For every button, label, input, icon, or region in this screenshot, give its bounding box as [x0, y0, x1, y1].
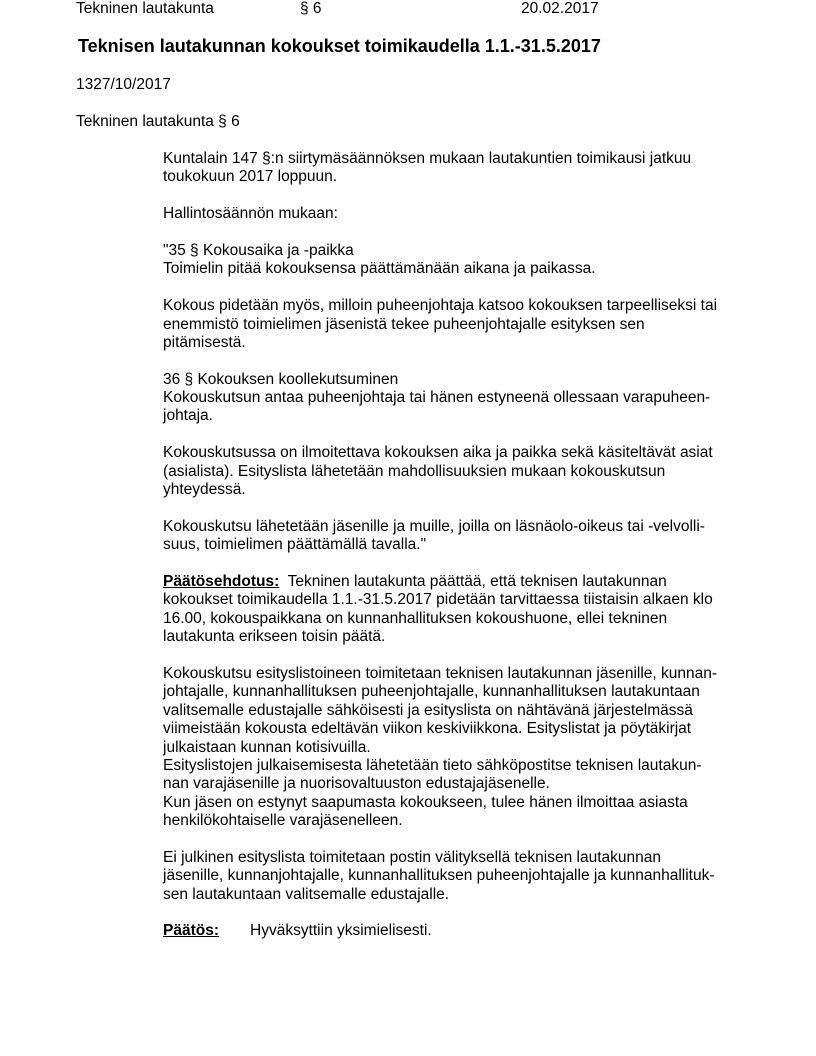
text-line: henkilökohtaiselle varajäsenelleen.	[163, 812, 403, 830]
document-body	[163, 150, 763, 941]
text-line: lautakunta erikseen toisin päätä.	[163, 628, 386, 646]
paragraph	[163, 205, 763, 223]
proposal-paragraph	[163, 573, 763, 647]
header-board: Tekninen lautakunta	[76, 0, 214, 17]
text-line: Hallintosäännön mukaan:	[163, 205, 338, 223]
text-line: Ei julkinen esityslista toimitetaan postin välityksellä teknisen lautakunnan	[163, 848, 661, 866]
text-line: yhteydessä.	[163, 481, 246, 499]
text-line: toukokuun 2017 loppuun.	[163, 168, 338, 186]
text-line: valitsemalle edustajalle sähköisesti ja esityslista on nähtävänä järjestelmässä	[163, 701, 693, 719]
decision-label: Päätös:	[163, 922, 219, 940]
text-line: 36 § Kokouksen koollekutsuminen	[163, 370, 399, 388]
text-line: julkaistaan kunnan kotisivuilla.	[163, 738, 371, 756]
document-title: Teknisen lautakunnan kokoukset toimikaudella 1.1.-31.5.2017	[78, 36, 601, 56]
text-line: johtaja.	[163, 407, 213, 425]
paragraph	[163, 849, 763, 904]
text-line: Kun jäsen on estynyt saapumasta kokoukseen, tulee hänen ilmoittaa asiasta	[163, 793, 688, 811]
text-line: johtajalle, kunnanhallituksen puheenjohtajalle, kunnanhallituksen lautakuntaan	[163, 683, 700, 701]
text-line: Esityslistojen julkaisemisesta lähetetään tieto sähköpostitse teknisen lautakun-	[163, 756, 702, 774]
board-section: Tekninen lautakunta § 6	[76, 113, 240, 130]
text-line: 16.00, kokouspaikkana on kunnanhallituksen kokoushuone, ellei tekninen	[163, 609, 668, 627]
text-line: sen lautakuntaan valitsemalle edustajalle.	[163, 885, 450, 903]
text-line: Kokouskutsu lähetetään jäsenille ja muille, joilla on läsnäolo-oikeus tai -velvolli-	[163, 517, 705, 535]
header-section: § 6	[300, 0, 322, 17]
text-line: kokoukset toimikaudella 1.1.-31.5.2017 pidetään tarvittaessa tiistaisin alkaen klo	[163, 591, 713, 609]
text-line: (asialista). Esityslista lähetetään mahdollisuuksien mukaan kokouskutsun	[163, 462, 666, 480]
text-line: nan varajäsenille ja nuorisovaltuuston edustajajäsenelle.	[163, 775, 550, 793]
decision-text: Hyväksyttiin yksimielisesti.	[250, 922, 432, 940]
text-line: Kuntalain 147 §:n siirtymäsäännöksen mukaan lautakuntien toimikausi jatkuu	[163, 150, 692, 167]
text-line: enemmistö toimielimen jäsenistä tekee puheenjohtajalle esityksen sen	[163, 315, 645, 333]
text-line: "35 § Kokousaika ja -paikka	[163, 241, 354, 259]
text-line: Kokouskutsussa on ilmoitettava kokouksen aika ja paikka sekä käsiteltävät asiat	[163, 444, 713, 462]
reference-number: 1327/10/2017	[76, 76, 171, 93]
decision	[163, 922, 763, 940]
header-date: 20.02.2017	[521, 0, 599, 17]
paragraph	[163, 444, 763, 499]
text-line: suus, toimielimen päättämällä tavalla."	[163, 536, 427, 554]
paragraph	[163, 297, 763, 352]
proposal-first-line: Tekninen lautakunta päättää, että teknisen lautakunnan	[287, 572, 667, 590]
paragraph	[163, 665, 763, 831]
text-line: pitämisestä.	[163, 333, 246, 351]
paragraph	[163, 150, 763, 187]
paragraph	[163, 242, 763, 279]
text-line: Kokous pidetään myös, milloin puheenjohtaja katsoo kokouksen tarpeelliseksi tai	[163, 297, 718, 315]
text-line: jäsenille, kunnanjohtajalle, kunnanhallituksen puheenjohtajalle ja kunnanhallituk-	[163, 867, 715, 885]
paragraph	[163, 371, 763, 426]
paragraph	[163, 518, 763, 555]
text-line: viimeistään kokousta edeltävän viikon keskiviikkona. Esityslistat ja pöytäkirjat	[163, 720, 692, 738]
proposal-label: Päätösehdotus:	[163, 572, 280, 590]
text-line: Kokouskutsu esityslistoineen toimitetaan teknisen lautakunnan jäsenille, kunnan-	[163, 664, 718, 682]
text-line: Kokouskutsun antaa puheenjohtaja tai hänen estyneenä ollessaan varapuheen-	[163, 389, 711, 407]
text-line: Toimielin pitää kokouksensa päättämänään aikana ja paikassa.	[163, 260, 596, 278]
